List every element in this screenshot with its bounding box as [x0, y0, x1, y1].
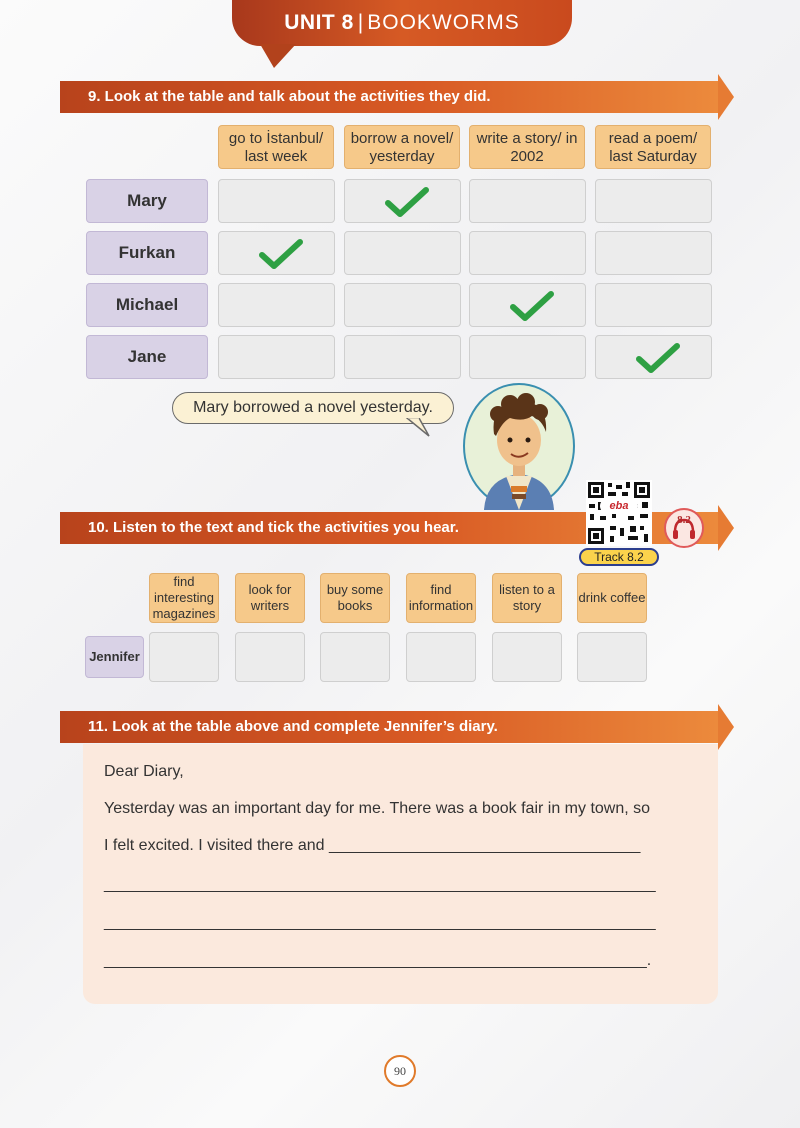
exercise-11-header [60, 711, 718, 743]
boy-illustration [462, 382, 576, 510]
tick-cell[interactable] [577, 632, 647, 682]
diary-line: Yesterday was an important day for me. There was a book fair in my town, so [104, 800, 651, 817]
activity-cell[interactable] [218, 231, 335, 275]
tick-cell[interactable] [149, 632, 219, 682]
activity-header-label: drink coffee [578, 590, 646, 605]
row-name: Michael [86, 283, 208, 327]
checkmark-icon [510, 290, 554, 322]
activity-cell[interactable] [469, 335, 586, 379]
speech-text: Mary borrowed a novel yesterday. [193, 399, 433, 416]
activity-cell[interactable] [595, 335, 712, 379]
activity-header [320, 573, 390, 623]
activity-header-label: find information [408, 582, 474, 613]
activity-header: read a poem/ last Saturday [595, 125, 711, 169]
activity-header [149, 573, 219, 623]
activity-header [406, 573, 476, 623]
eba-logo: eba [600, 498, 638, 514]
exercise-9-header [60, 81, 718, 113]
tick-cell[interactable] [492, 632, 562, 682]
activity-cell[interactable] [344, 283, 461, 327]
activity-header [492, 573, 562, 623]
diary-line[interactable]: ______________________________________________________________ [104, 876, 656, 893]
activity-header: go to İstanbul/ last week [218, 125, 334, 169]
unit-label: UNIT 8 [284, 11, 354, 34]
checkmark-icon [259, 238, 303, 270]
activity-header-label: listen to a story [499, 582, 555, 613]
activity-cell[interactable] [218, 179, 335, 223]
activity-cell[interactable] [469, 231, 586, 275]
tick-cell[interactable] [320, 632, 390, 682]
activity-cell[interactable] [595, 179, 712, 223]
diary-line[interactable]: I felt excited. I visited there and ___________________________________ [104, 837, 641, 854]
audio-number: 8.2 [677, 514, 691, 526]
diary-line[interactable]: _____________________________________________________________. [104, 952, 652, 969]
page-number: 90 [384, 1055, 416, 1087]
activity-header-label: buy some books [326, 582, 384, 613]
activity-cell[interactable] [344, 231, 461, 275]
diary-line: Dear Diary, [104, 763, 184, 780]
checkmark-icon [385, 186, 429, 218]
activity-header [577, 573, 647, 623]
track-button[interactable]: Track 8.2 [579, 548, 659, 566]
activity-header-label: look for writers [248, 582, 292, 613]
activity-cell[interactable] [218, 283, 335, 327]
row-name: Jane [86, 335, 208, 379]
unit-subject: BOOKWORMS [367, 11, 520, 34]
unit-separator: | [357, 11, 364, 34]
diary-line[interactable]: ______________________________________________________________ [104, 914, 656, 931]
activity-cell[interactable] [469, 283, 586, 327]
activity-cell[interactable] [469, 179, 586, 223]
speech-bubble-tail [405, 418, 435, 438]
activity-cell[interactable] [218, 335, 335, 379]
activity-cell[interactable] [344, 179, 461, 223]
checkmark-icon [636, 342, 680, 374]
row-name: Mary [86, 179, 208, 223]
exercise-9-title: 9. Look at the table and talk about the activities they did. [88, 88, 491, 105]
tick-cell[interactable] [235, 632, 305, 682]
activity-cell[interactable] [344, 335, 461, 379]
exercise-10-title: 10. Listen to the text and tick the activities you hear. [88, 519, 459, 536]
activity-header: borrow a novel/ yesterday [344, 125, 460, 169]
unit-header-tab [232, 0, 572, 46]
activity-cell[interactable] [595, 283, 712, 327]
row-name: Furkan [86, 231, 208, 275]
activity-header [235, 573, 305, 623]
row-name: Jennifer [85, 636, 144, 678]
activity-cell[interactable] [595, 231, 712, 275]
exercise-11-title: 11. Look at the table above and complete Jennifer’s diary. [88, 718, 498, 735]
activity-header: write a story/ in 2002 [469, 125, 585, 169]
tick-cell[interactable] [406, 632, 476, 682]
activity-header-label: find interesting magazines [152, 574, 216, 621]
